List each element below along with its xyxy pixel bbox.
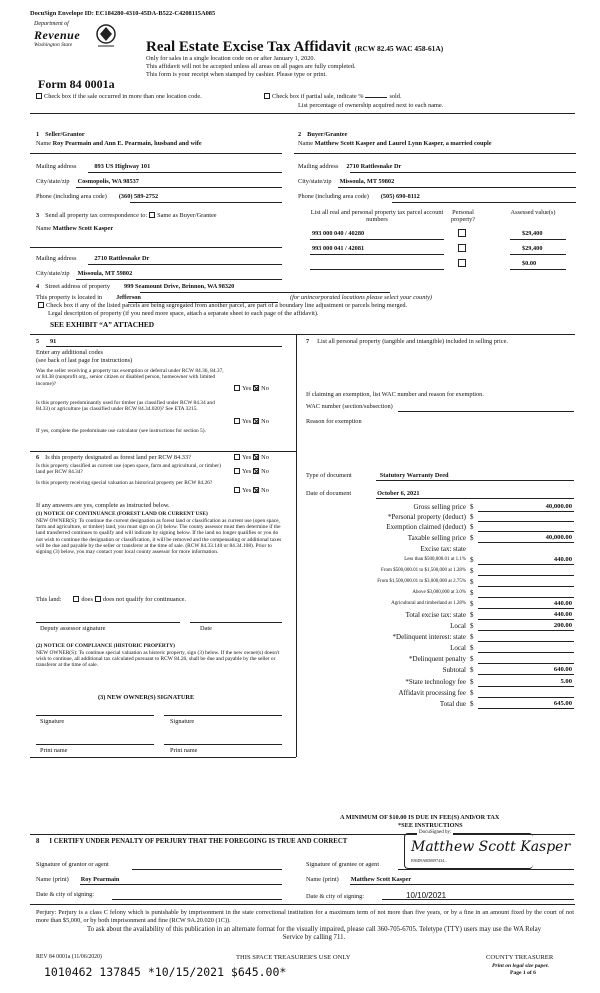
certify-statement: 8 I CERTIFY UNDER PENALTY OF PERJURY THAT THE FOREGOING IS TRUE AND CORRECT (36, 838, 348, 845)
dollar-sign: $ (470, 523, 474, 531)
dollar-sign: $ (470, 633, 474, 641)
additional-codes-label: Enter any additional codes (36, 349, 103, 356)
calc-label: Local (450, 644, 466, 652)
dollar-sign: $ (470, 513, 474, 521)
checkbox[interactable] (36, 93, 42, 99)
dollar-sign: $ (470, 622, 474, 630)
buyer-mailing: Mailing address 2710 Rattlesnake Dr (298, 163, 402, 170)
calc-value: 200.00 (553, 622, 572, 629)
page-number: Page 1 of 6 (510, 970, 536, 976)
deputy-date-label: Date (200, 625, 212, 632)
calc-label: From $500,000.01 to $1,500,000 at 1.28% (381, 568, 466, 573)
envelope-id: DocuSign Envelope ID: EC184280-4310-45DA-B522-C4208115A085 (30, 10, 216, 17)
multi-location-check[interactable]: Check box if the sale occurred in more than one location code. (34, 93, 202, 100)
personal-property-checkbox[interactable] (458, 244, 466, 252)
sec6-q2: Is this property classified as current use (open space, farm and agricultural, or timber) land per RCW 84.34? (36, 463, 221, 476)
perjury-notice: Perjury: Perjury is a class C felony which is punishable by imprisonment in the state correctional institution for a maximum term of not more than five years, or by a fine in an amount fixed by the court of not more than $5,000, or by both imprisonment and fine (RCW 9A.20.020 (1C)). (36, 909, 574, 924)
sec5-q2: Is this property predominantly used for timber (as classified under RCW 84.34 and 84.33) or agriculture (as classified under RCW 84.34.020)? See ETA 3215. (36, 400, 215, 413)
sec6-q3-answer: Yes No (232, 487, 269, 494)
assessed-value: $29,400 (522, 230, 543, 237)
calc-value: 440.00 (553, 611, 572, 618)
sec4-located: This property is located in Jefferson (36, 294, 141, 301)
location-code: 91 (50, 338, 57, 345)
handwritten-signature: Matthew Scott Kasper (411, 839, 571, 855)
sec6-q1-answer: Yes No (232, 454, 269, 461)
notice-continuance-body: NEW OWNER(S): To continue the current designation as forest land or classification as current use (open space, farm and agriculture, or timber) land, you must sign on (3) below. The county assessor must then determine if the land transferred continues to qualify and will indicate by signing below. If the land no longer qualifies or you do not wish to continue the designation or classification, it will be removed and the compensating or additional taxes will be due and payable by the seller or transferor at the time of sale. (RCW 84.33.140 or 84.34.108). Prior to signing (3) below, you may contact your local county assessor for more information. (36, 518, 282, 556)
header-line-2: This affidavit will not be accepted unless all areas on all pages are fully completed. (146, 63, 356, 70)
calc-value: 440.00 (553, 556, 572, 563)
dollar-sign: $ (470, 578, 474, 586)
dollar-sign: $ (470, 689, 474, 697)
grantee-print-name: Name (print) Matthew Scott Kasper (306, 876, 412, 883)
sec6-q1: 6 Is this property designated as forest land per RCW 84.33? (36, 454, 191, 461)
table-row: 993 000 041 / 42081 (312, 245, 365, 252)
grantee-signature-label: Signature of grantee or agent (306, 861, 380, 868)
table-row: 993 000 040 / 40280 (312, 230, 365, 237)
dollar-sign: $ (470, 589, 474, 597)
personal-property-checkbox[interactable] (458, 229, 466, 237)
dollar-sign: $ (470, 666, 474, 674)
calc-value: 5.00 (560, 678, 572, 685)
grantor-date-city: Date & city of signing: (36, 891, 95, 898)
owner-signature-2: Signature (170, 718, 195, 725)
exhibit-ref: SEE EXHIBIT “A” ATTACHED (50, 320, 155, 329)
sec5-number: 5 (36, 338, 40, 345)
new-owner-signature-title: (3) NEW OWNER(S) SIGNATURE (98, 694, 195, 701)
dollar-sign: $ (470, 534, 474, 542)
calc-value: 640.00 (553, 666, 572, 673)
buyer-name: Name Matthew Scott Kasper and Laurel Lynn Kasper, a married couple (298, 140, 492, 147)
minimum-due-note: A MINIMUM OF $10.00 IS DUE IN FEE(S) AND/OR TAX (340, 814, 500, 821)
sec3-mailing: Mailing address 2710 Rattlesnake Dr (36, 255, 150, 262)
owner-print-name-2: Print name (170, 747, 198, 754)
form-number: Form 84 0001a (38, 77, 115, 91)
yes-checkbox[interactable] (234, 418, 240, 424)
sec5-q3: If yes, complete the predominate use calculator (see instructions for section 5). (36, 428, 206, 434)
calc-label: Affidavit processing fee (398, 689, 466, 697)
calc-label: *State technology fee (405, 678, 466, 686)
seller-city: City/state/zip Cosmopolis, WA 98537 (36, 178, 139, 185)
additional-codes-note: (see back of last page for instructions) (36, 357, 133, 364)
dollar-sign: $ (470, 556, 474, 564)
header-line-1: Only for sales in a single location code on or after January 1, 2020. (146, 55, 316, 62)
yes-checkbox[interactable] (234, 468, 240, 474)
sec5-q1-answer: Yes No (232, 385, 269, 392)
dollar-sign: $ (470, 503, 474, 511)
calc-value: 40,000.00 (545, 503, 572, 510)
calc-label: Subtotal (442, 666, 466, 674)
calc-value: 440.00 (553, 600, 572, 607)
yes-checkbox[interactable] (234, 487, 240, 493)
calc-label: *Personal property (deduct) (387, 513, 466, 521)
see-instructions: *SEE INSTRUCTIONS (398, 822, 463, 829)
no-checkbox[interactable] (253, 454, 259, 460)
grantor-print-name: Name (print) Roy Pearmain (36, 876, 120, 883)
dollar-sign: $ (470, 567, 474, 575)
calc-label: Total due (439, 700, 466, 708)
sec6-q4: If any answers are yes, complete as instructed below. (36, 502, 170, 509)
calc-label: Local (450, 622, 466, 630)
form-title: Real Estate Excise Tax Affidavit (RCW 82.45 WAC 458-61A) (146, 39, 444, 55)
calc-label: *Delinquent interest: state (392, 633, 466, 641)
segregation-check[interactable]: Check box if any of the listed parcels are being segregated from another parcel, are part of a boundary line adjustment or parcels being merged. (36, 302, 407, 309)
doc-type: Type of document Statutory Warranty Deed (306, 472, 449, 479)
seller-name: Name Roy Pearmain and Ann E. Pearmain, husband and wife (36, 140, 202, 147)
calc-label: Gross selling price (413, 503, 466, 511)
assessed-value: $0.00 (522, 260, 537, 267)
legal-paper-note: Print on legal size paper. (492, 963, 550, 969)
dollar-sign: $ (470, 611, 474, 619)
sec6-q2-answer: Yes No (232, 468, 269, 475)
owner-signature-1: Signature (40, 718, 65, 725)
ownership-note: List percentage of ownership acquired next to each name. (298, 102, 444, 109)
dollar-sign: $ (470, 600, 474, 608)
calc-label: Total excise tax: state (405, 611, 466, 619)
same-as-buyer-checkbox[interactable] (149, 212, 155, 218)
calc-value: 40,000.00 (545, 534, 572, 541)
assessed-value: $29,400 (522, 245, 543, 252)
does-not-checkbox[interactable] (95, 596, 101, 602)
assessed-col-header: Assessed value(s) (510, 209, 556, 216)
docusign-signature-box: DocuSigned by: Matthew Scott Kasper E86D9A8D0097434... (404, 833, 533, 869)
sec5-q1: Was the seller receiving a property tax exemption or deferral under RCW 84.36, 84.37, or 84.38 (nonprofit org., senior citizen or disabled person, homeowner with limited income)? (36, 368, 224, 387)
calc-label: *Delinquent penalty (409, 655, 466, 663)
calc-label: Above $3,000,000 at 3.0% (412, 590, 466, 595)
calc-label: Taxable selling price (407, 534, 466, 542)
receipt-stamp: 1010462 137845 *10/15/2021 $645.00* (44, 965, 287, 979)
calc-label: Less than $500,000.01 at 1.1% (404, 557, 466, 562)
calc-label: Excise tax: state (420, 545, 466, 553)
partial-sale-check[interactable]: Check box if partial sale, indicate % sold. (262, 93, 402, 100)
legal-description: Legal description of property (if you need more space, attach a separate sheet to each page of the affidavit). (48, 310, 319, 317)
sec4-street: 4 Street address of property 999 Seamount Drive, Brinnon, WA 98320 (36, 283, 235, 290)
owner-print-name-1: Print name (40, 747, 68, 754)
alternate-format-note: To ask about the availability of this publication in an alternate format for the visually impaired, please call 360-705-6705. Teletype (TTY) users may use the WA Relay Service by calling 711. (86, 926, 542, 941)
buyer-heading: 2 Buyer/Grantee (298, 131, 348, 138)
checkbox[interactable] (38, 302, 44, 308)
no-checkbox[interactable] (253, 418, 259, 424)
dollar-sign: $ (470, 644, 474, 652)
treasurer-use-only: THIS SPACE TREASURER'S USE ONLY (236, 954, 351, 961)
this-land-qualifies: This land: does does not qualify for continuance. (36, 596, 186, 603)
yes-checkbox[interactable] (234, 454, 240, 460)
calc-label: Agricultural and timberland at 1.28% (391, 601, 466, 606)
notice-compliance-title: (2) NOTICE OF COMPLIANCE (HISTORIC PROPERTY) (36, 643, 175, 649)
no-checkbox[interactable] (253, 468, 259, 474)
checkbox[interactable] (264, 93, 270, 99)
exemption-reason-label: Reason for exemption (306, 418, 362, 425)
deputy-signature-label: Deputy assessor signature (40, 625, 106, 632)
notice-continuance-title: (1) NOTICE OF CONTINUANCE (FOREST LAND OR CURRENT USE) (36, 511, 208, 517)
dollar-sign: $ (470, 655, 474, 663)
no-checkbox[interactable] (253, 487, 259, 493)
grantor-signature-label: Signature of grantor or agent (36, 861, 109, 868)
dollar-sign: $ (470, 700, 474, 708)
exemption-note: If claiming an exemption, list WAC number and reason for exemption. (306, 391, 484, 398)
sec3-correspondence: 3 Send all property tax correspondence to: Same as Buyer/Grantee (36, 212, 217, 219)
revision-number: REV 84 0001a (11/06/2020) (36, 954, 102, 960)
parcel-col-header: List all real and personal property tax parcel account numbers (310, 209, 444, 223)
does-checkbox[interactable] (73, 596, 79, 602)
no-checkbox[interactable] (253, 385, 259, 391)
buyer-phone: Phone (including area code) (505) 690-8112 (298, 193, 420, 200)
sec3-city: City/state/zip Missoula, MT 59802 (36, 270, 133, 277)
personal-col-header: Personal property? (450, 209, 476, 223)
county-treasurer: COUNTY TREASURER (486, 954, 554, 961)
grantee-date-city: Date & city of signing: 10/10/2021 (306, 891, 447, 900)
dor-logo: Department of Revenue Washington State (32, 20, 116, 54)
personal-property-checkbox[interactable] (458, 259, 466, 267)
sec7-personal-property: 7 List all personal property (tangible and intangible) included in selling price. (306, 338, 508, 345)
notice-compliance-body: NEW OWNER(S): To continue special valuation as historic property, sign (3) below. If the new owner(s) doesn't wish to continue, all additional tax calculated pursuant to RCW 84.26, shall be due and payable by the seller or transferor at the time of sale. (36, 650, 280, 669)
calc-value: 645.00 (553, 700, 572, 707)
uninc-note: (for unincorporated locations please select your county) (290, 294, 432, 301)
header-line-3: This form is your receipt when stamped by cashier. Please type or print. (146, 71, 327, 78)
calc-label: Exemption claimed (deduct) (386, 523, 466, 531)
yes-checkbox[interactable] (234, 385, 240, 391)
dollar-sign: $ (470, 678, 474, 686)
buyer-city: City/state/zip Missoula, MT 59802 (298, 178, 395, 185)
sec5-q2-answer: Yes No (232, 418, 269, 425)
washington-emblem-icon (96, 22, 116, 50)
seller-heading: 1 Seller/Grantor (36, 131, 85, 138)
sec3-name: Name Matthew Scott Kasper (36, 225, 114, 232)
seller-phone: Phone (including area code) (360) 589-2752 (36, 193, 159, 200)
doc-date: Date of document October 6, 2021 (306, 490, 420, 497)
calc-label: From $1,500,000.01 to $3,000,000 at 2.75% (377, 579, 466, 584)
seller-mailing: Mailing address 893 US Highway 101 (36, 163, 151, 170)
wac-number-label: WAC number (section/subsection) (306, 403, 393, 410)
sec6-q3: Is this property receiving special valuation as historical property per RCW 84.26? (36, 480, 213, 486)
